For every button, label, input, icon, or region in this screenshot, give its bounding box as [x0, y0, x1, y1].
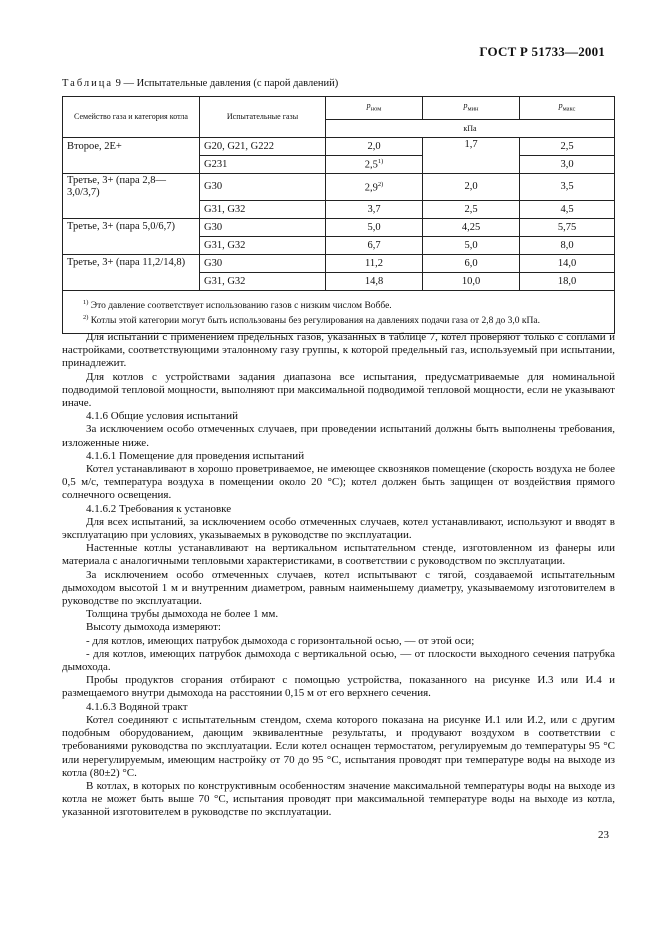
pnom-cell: 2,0: [326, 138, 423, 156]
paragraph: Для котлов с устройствами задания диапазона все испытания, предусматриваемые для номинальной подводимой тепловой мощности, выполняют при максимальной подводимой тепловой мощности, если не указывают иначе.: [62, 370, 615, 410]
header-pmax: $p_{макс}$: [520, 97, 615, 120]
table-row: [63, 218, 615, 236]
section-heading-4-1-6-1: 4.1.6.1 Помещение для проведения испытаний: [86, 449, 305, 462]
table-caption: [62, 78, 338, 89]
pnom-cell: 2,5$^{1)}$: [326, 156, 423, 174]
table-row: [63, 156, 615, 174]
pressure-table: [62, 96, 615, 334]
page-number: 23: [598, 829, 609, 841]
header-family: Семейство газа и категория котла: [63, 97, 200, 138]
paragraph: За исключением особо отмеченных случаев, котел испытывают с тягой, создаваемой испытательным дымоходом высотой 1 м и внутренним диаметром, равным наименьшему диаметру, указываемому изготовителем в руководстве по эксплуатации.: [62, 568, 615, 608]
family-cell: Третье, 3+ (пара 2,8—3,0/3,7): [63, 174, 200, 201]
pmin-cell: 1,7: [423, 138, 520, 174]
gas-cell: G31, G32: [200, 272, 326, 290]
header-unit: кПа: [326, 120, 615, 138]
family-cell: [63, 156, 200, 174]
pmin-cell: 2,5: [423, 200, 520, 218]
table-caption-text: 9 — Испытательные давления (с парой давлений): [115, 78, 339, 89]
pmax-cell: 2,5: [520, 138, 615, 156]
family-cell: [63, 200, 200, 218]
paragraph: Настенные котлы устанавливают на вертикальном испытательном стенде, изготовленном из фанеры или материала с аналогичными тепловыми характеристиками, в соответствии с руководством по эксплуатации.: [62, 542, 615, 568]
paragraph: В котлах, в которых по конструктивным особенностям значение максимальной температуры воды на выходе из котла не может быть выше 70 °С, испытания проводят при максимальной температуре воды на выходе из котла, указанной изготовителем в руководстве по эксплуатации.: [62, 779, 615, 819]
list-item: - для котлов, имеющих патрубок дымохода с вертикальной осью, — от плоскости выходного сечения патрубка дымохода.: [62, 647, 615, 674]
pmax-cell: 4,5: [520, 200, 615, 218]
paragraph: Высоту дымохода измеряют:: [86, 621, 221, 634]
gas-cell: G30: [200, 174, 326, 201]
table-row: [63, 138, 615, 156]
section-heading-4-1-6: 4.1.6 Общие условия испытаний: [86, 410, 239, 423]
pmin-cell: 2,0: [423, 174, 520, 201]
paragraph: Для всех испытаний, за исключением особо отмеченных случаев, котел устанавливают, используют и вводят в эксплуатацию при условиях, указываемых в руководстве по эксплуатации.: [62, 515, 615, 542]
table-row: [63, 174, 615, 201]
pmin-cell: 5,0: [423, 236, 520, 254]
gas-cell: G231: [200, 156, 326, 174]
family-cell: [63, 236, 200, 254]
footnote-2: $^{2)}$ Котлы этой категории могут быть использованы без регулирования на давлениях подачи газа от 2,8 до 3,0 кПа.: [83, 313, 540, 326]
footnote-1: $^{1)}$ Это давление соответствует использованию газов с низким числом Воббе.: [83, 298, 392, 311]
paragraph: Для испытаний с применением предельных газов, указанных в таблице 7, котел проверяют только с соплами и настройками, соответствующими эталонному газу группы, к которой предельный газ, используемый при испытании, принадлежит.: [62, 331, 615, 370]
pmax-cell: 5,75: [520, 218, 615, 236]
paragraph: Толщина трубы дымохода не более 1 мм.: [86, 608, 279, 621]
pmin-cell: 10,0: [423, 272, 520, 290]
document-header: ГОСТ Р 51733—2001: [479, 44, 605, 59]
gas-cell: G30: [200, 218, 326, 236]
table-caption-word: Таблица: [62, 78, 114, 89]
pmax-cell: 8,0: [520, 236, 615, 254]
family-cell: Третье, 3+ (пара 11,2/14,8): [63, 254, 200, 272]
pmin-cell: 6,0: [423, 254, 520, 272]
list-item: - для котлов, имеющих патрубок дымохода с горизонтальной осью, — от этой оси;: [86, 634, 475, 647]
pnom-cell: 5,0: [326, 218, 423, 236]
table-row: [63, 200, 615, 218]
table-row: [63, 236, 615, 254]
pmax-cell: 14,0: [520, 254, 615, 272]
pnom-cell: 6,7: [326, 236, 423, 254]
gas-cell: G31, G32: [200, 236, 326, 254]
body-text: [62, 331, 615, 820]
paragraph: За исключением особо отмеченных случаев, при проведении испытаний должны быть выполнены требования, изложенные ниже.: [62, 423, 615, 449]
paragraph: Котел соединяют с испытательным стендом, схема которого показана на рисунке И.1 или И.2, или с другим подобным оборудованием, дающим эквивалентные результаты, и продувают воздухом в соответствии с требованиями руководства по эксплуатации. Если котел оснащен термостатом, регулируемым до температуры 95 °С или нерегулируемым, имеющим настройку от 70 до 95 °С, испытания проводят при температуре воды на выходе из котла (80±2) °С.: [62, 713, 615, 779]
gas-cell: G31, G32: [200, 200, 326, 218]
pnom-cell: 2,9$^{2)}$: [326, 174, 423, 201]
table-notes: [63, 290, 615, 333]
pnom-cell: 11,2: [326, 254, 423, 272]
table-row: [63, 254, 615, 272]
pmax-cell: 18,0: [520, 272, 615, 290]
section-heading-4-1-6-3: 4.1.6.3 Водяной тракт: [86, 700, 188, 713]
header-gases: Испытательные газы: [200, 97, 326, 138]
header-pmin: $p_{мин}$: [423, 97, 520, 120]
pnom-cell: 3,7: [326, 200, 423, 218]
pmin-cell: 4,25: [423, 218, 520, 236]
family-cell: [63, 272, 200, 290]
family-cell: Третье, 3+ (пара 5,0/6,7): [63, 218, 200, 236]
paragraph: Пробы продуктов сгорания отбирают с помощью устройства, показанного на рисунке И.3 или И.4 и размещаемого внутри дымохода на расстоянии 0,15 м от его верхнего сечения.: [62, 674, 615, 700]
section-heading-4-1-6-2: 4.1.6.2 Требования к установке: [86, 502, 232, 515]
pnom-cell: 14,8: [326, 272, 423, 290]
paragraph: Котел устанавливают в хорошо проветриваемое, не имеющее сквозняков помещение (скорость воздуха не более 0,5 м/с, температура воздуха в помещении около 20 °С); котел должен быть защищен от воздействия прямого солнечного освещения.: [62, 463, 615, 502]
pmax-cell: 3,5: [520, 174, 615, 201]
gas-cell: G20, G21, G222: [200, 138, 326, 156]
gas-cell: G30: [200, 254, 326, 272]
table-row: [63, 272, 615, 290]
family-cell: Второе, 2Е+: [63, 138, 200, 156]
pmax-cell: 3,0: [520, 156, 615, 174]
header-pnom: $p_{ном}$: [326, 97, 423, 120]
